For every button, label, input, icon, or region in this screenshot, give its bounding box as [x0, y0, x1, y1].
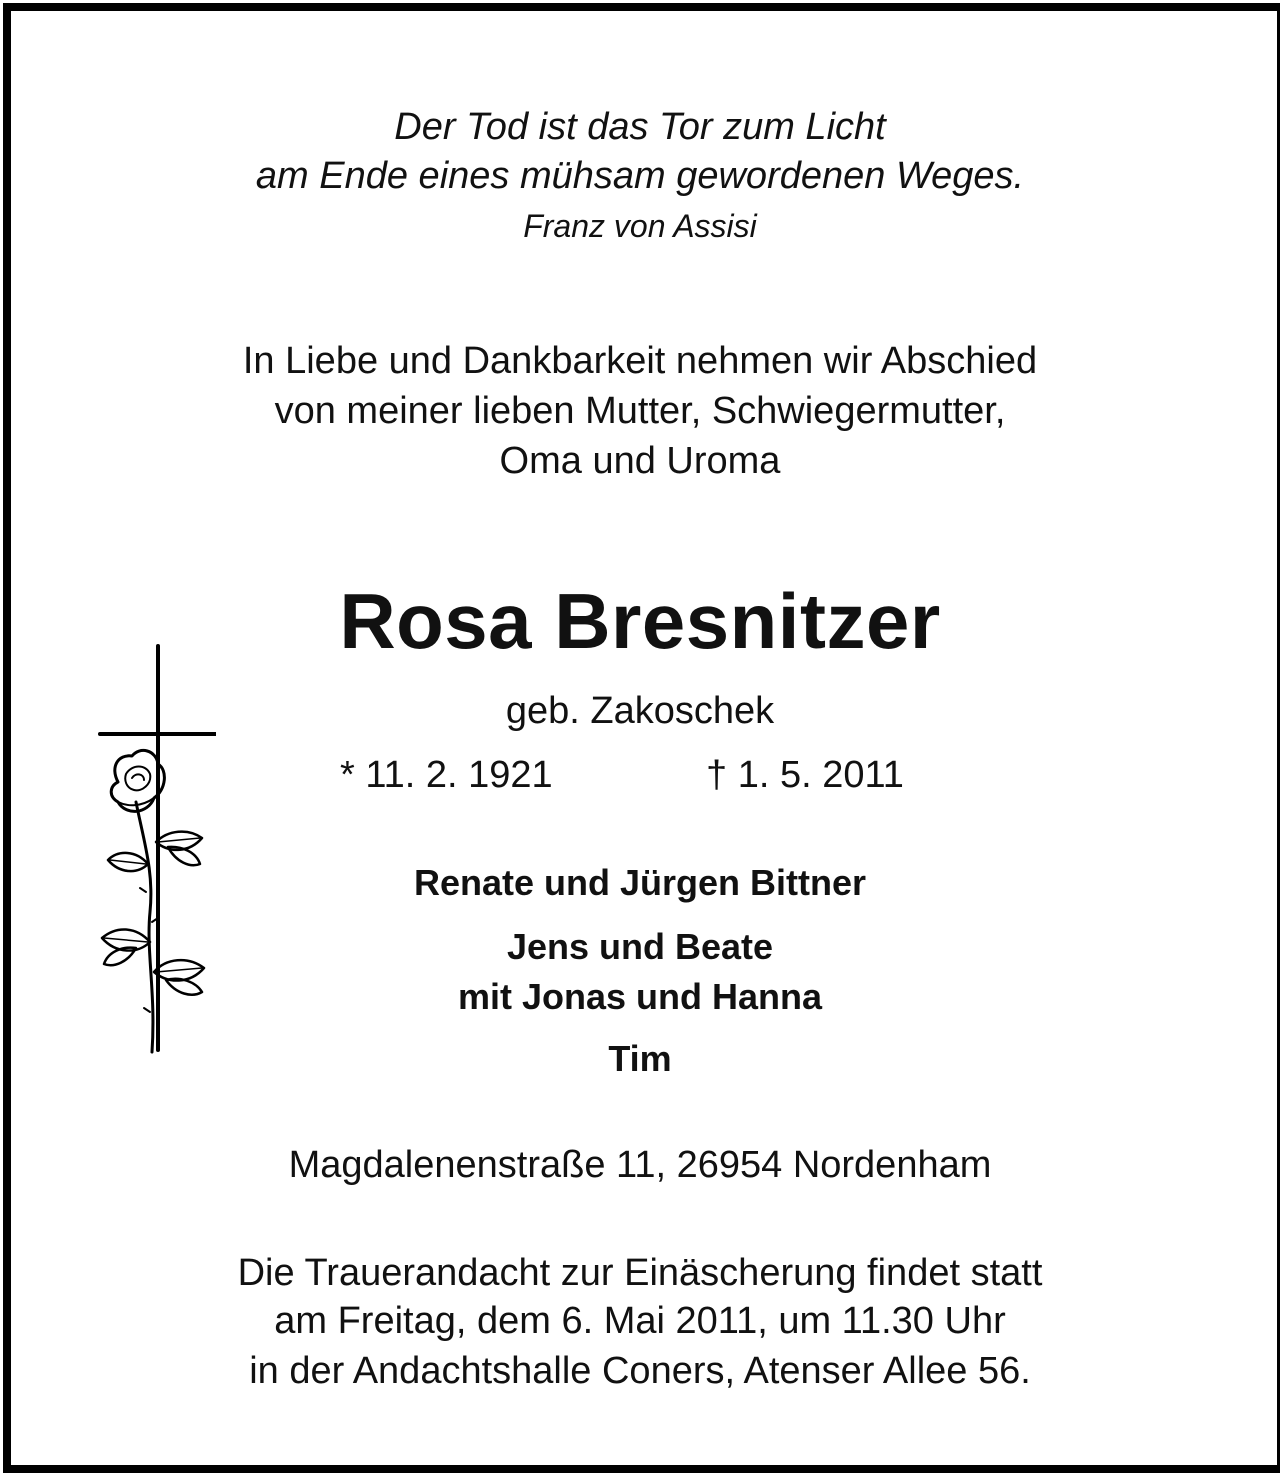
service-line-2: am Freitag, dem 6. Mai 2011, um 11.30 Uhr: [274, 1300, 1006, 1342]
quote-author: Franz von Assisi: [523, 208, 757, 244]
mourner-line-3: mit Jonas und Hanna: [457, 976, 823, 1017]
service-line-1: Die Trauerandacht zur Einäscherung findet statt: [237, 1252, 1043, 1294]
deceased-name: Rosa Bresnitzer: [339, 577, 941, 665]
cross-with-rose-icon: [96, 642, 216, 1062]
death-date: † 1. 5. 2011: [706, 754, 904, 796]
intro-line-2: von meiner lieben Mutter, Schwiegermutter,: [274, 390, 1006, 432]
maiden-name: geb. Zakoschek: [505, 690, 775, 732]
quote-line-2: am Ende eines mühsam gewordenen Weges.: [255, 155, 1025, 197]
address: Magdalenenstraße 11, 26954 Nordenham: [288, 1144, 992, 1186]
mourner-line-1: Renate und Jürgen Bittner: [413, 862, 867, 903]
mourner-line-4: Tim: [608, 1038, 672, 1079]
intro-line-1: In Liebe und Dankbarkeit nehmen wir Abschied: [242, 340, 1038, 382]
quote-line-1: Der Tod ist das Tor zum Licht: [394, 106, 886, 148]
service-line-3: in der Andachtshalle Coners, Atenser Allee 56.: [249, 1350, 1031, 1392]
birth-date: * 11. 2. 1921: [340, 754, 553, 796]
mourner-line-2: Jens und Beate: [506, 926, 774, 967]
intro-line-3: Oma und Uroma: [499, 440, 781, 482]
